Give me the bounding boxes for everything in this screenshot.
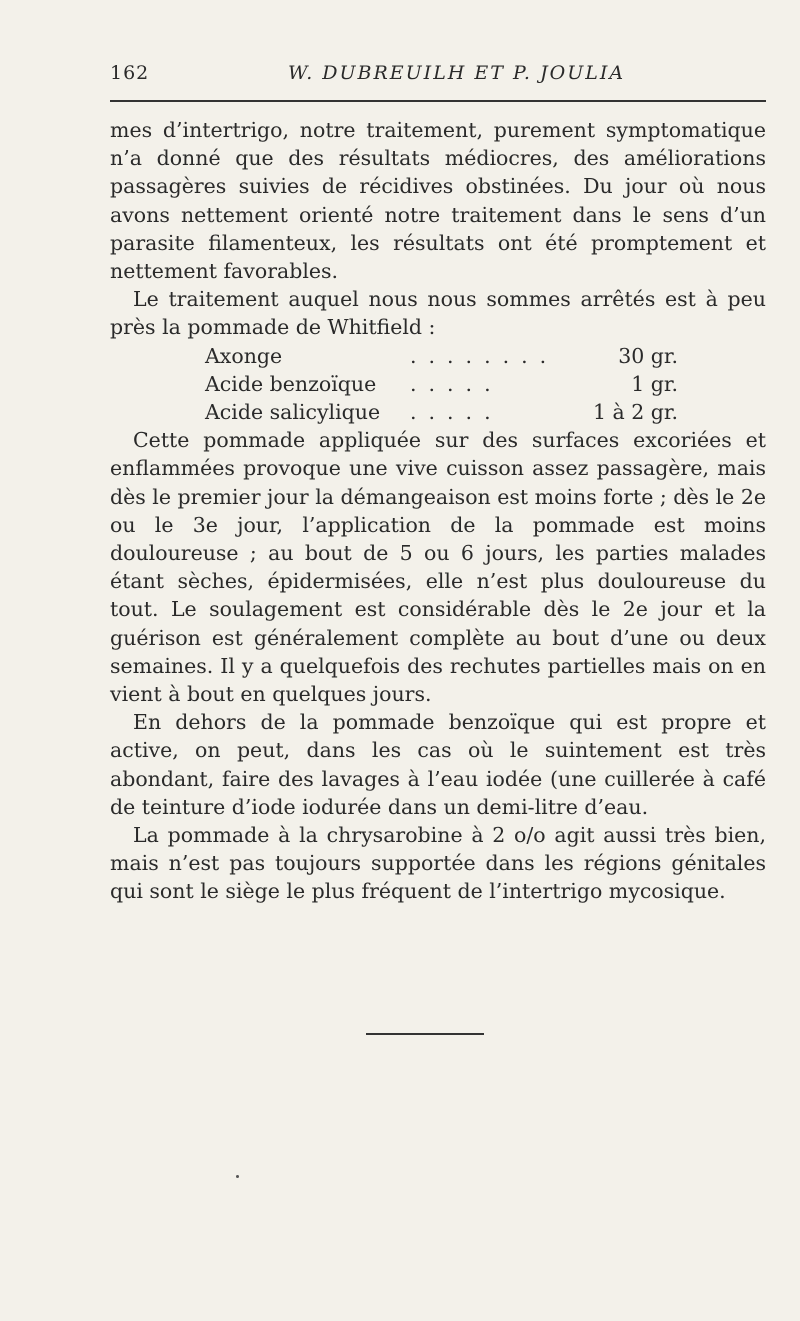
paragraph-3: Cette pommade appliquée sur des surfaces excoriées et enflammées provoque une vive cuisson assez passagère, mais dès le premier jour la démangeaison est moins forte ; dès le 2e ou le 3e jour, l’application de la pommade est moins douloureuse ; au bout de 5 ou 6 jours, les parties malades étant sèches, épidermisées, elle n’est plus douloureuse du tout. Le soulagement est considérable dès le 2e jour et la guérison est généralement complète au bout d’une ou deux semaines. Il y a quelquefois des rechutes partielles mais on en vient à bout en quelques jours. [110,428,766,707]
ingredient-name: Acide salicylique [205,400,381,424]
ingredient-name: Axonge [205,343,283,368]
paragraph-1: mes d’intertrigo, notre traitement, purement symptomatique n’a donné que des résultats médiocres, des améliorations passagères suivies de récidives obstinées. Du jour où nous avons nettement orienté notre traitement dans le sens d’un parasite filamenteux, les résultats ont été promptement et nettement favorables. [110,118,766,284]
leader-dots: ..... [410,371,503,396]
leader-dots: ..... [410,400,503,424]
paragraph-2: Le traitement auquel nous nous sommes arrêtés est à peu près la pommade de Whitfield : [110,287,766,340]
page-number: 162 [110,62,150,84]
running-header [110,62,766,90]
ingredient-quantity: 30 gr. [618,343,678,368]
leader-dots: ........ [410,343,559,368]
ingredient-quantity: 1 à 2 gr. [592,400,678,424]
recipe-item [110,398,766,426]
ingredient-name: Acide benzoïque [205,371,377,396]
recipe-item [110,370,766,398]
header-rule [110,100,766,102]
running-title: W. DUBREUILH ET P. JOULIA [288,62,626,84]
main-text [110,116,766,906]
ingredient-quantity: 1 gr. [631,371,678,396]
recipe-item [110,342,766,370]
paragraph-4: En dehors de la pommade benzoïque qui est propre et active, on peut, dans les cas où le suintement est très abondant, faire des lavages à l’eau iodée (une cuillerée à café de teinture d’iode iodurée dans un demi-litre d’eau. [110,710,766,819]
end-rule [366,1033,484,1035]
ink-speck [236,1175,239,1178]
paragraph-5: La pommade à la chrysarobine à 2 o/o agit aussi très bien, mais n’est pas toujours supportée dans les régions génitales qui sont le siège le plus fréquent de l’intertrigo mycosique. [110,823,766,904]
recipe-list [110,342,766,427]
